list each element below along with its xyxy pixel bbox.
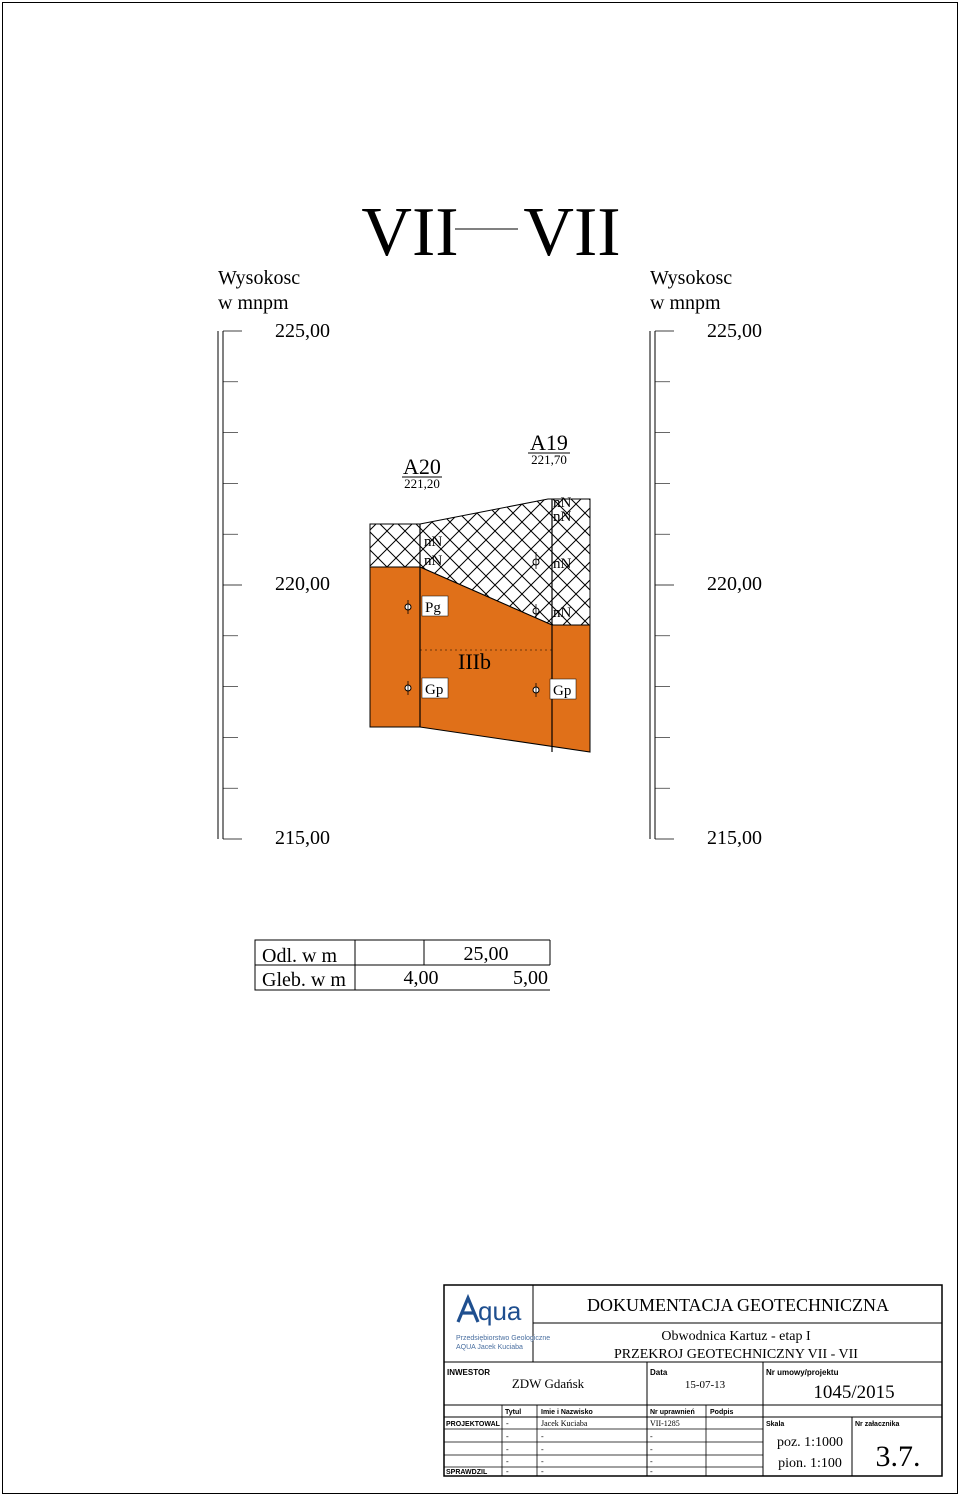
logo-text: qua (478, 1296, 522, 1326)
svg-text:-: - (541, 1457, 544, 1466)
scale-horizontal: poz. 1:1000 (776, 1435, 844, 1450)
a19-label-1: nN (553, 495, 572, 511)
svg-text:-: - (650, 1457, 653, 1466)
right-elevation-axis (650, 331, 674, 839)
stratum-label: IIIb (458, 649, 491, 674)
right-axis-top-label: 225,00 (707, 320, 762, 342)
aqua-logo (458, 1296, 522, 1326)
svg-text:-: - (541, 1445, 544, 1454)
contract-value: 1045/2015 (813, 1382, 895, 1403)
borehole-a19-name: A19 (530, 430, 568, 455)
a20-label-2: nN (424, 553, 443, 569)
svg-text:-: - (650, 1445, 653, 1454)
logo-line-2: AQUA Jacek Kuciaba (456, 1344, 523, 1351)
col-signature: Podpis (710, 1409, 734, 1416)
svg-text:-: - (506, 1467, 509, 1476)
col-title: Tytul (505, 1409, 522, 1416)
a20-label-4: Gp (425, 682, 444, 698)
a19-label-2: nN (553, 509, 572, 525)
depth-value-a20: 4,00 (403, 967, 439, 989)
borehole-a19-elevation: 221,70 (531, 452, 567, 467)
svg-text:-: - (541, 1467, 544, 1476)
svg-text:-: - (506, 1432, 509, 1441)
project-line-2: PRZEKROJ GEOTECHNICZNY VII - VII (614, 1347, 858, 1362)
left-elevation-axis (218, 331, 242, 839)
attachment-number: 3.7. (875, 1440, 921, 1473)
col-name: Imie i Nazwisko (541, 1409, 593, 1416)
contract-label: Nr umowy/projektu (766, 1368, 839, 1377)
depth-value-a19: 5,00 (513, 967, 548, 989)
right-axis-title-1: Wysokosc (650, 267, 733, 289)
investor-label: INWESTOR (447, 1368, 490, 1377)
logo-line-1: Przedsiębiorstwo Geologiczne (456, 1335, 551, 1342)
investor-value: ZDW Gdańsk (511, 1376, 585, 1391)
date-label: Data (650, 1368, 668, 1377)
right-axis-title-2: w mnpm (650, 292, 721, 314)
project-line-1: Obwodnica Kartuz - etap I (661, 1329, 811, 1344)
section-label-right: VII (523, 194, 621, 271)
svg-text:-: - (650, 1432, 653, 1441)
right-axis-bottom-label: 215,00 (707, 827, 762, 849)
row-checked: SPRAWDZIL (446, 1469, 488, 1476)
borehole-a20-elevation: 221,20 (404, 476, 440, 491)
a20-label-3: Pg (425, 600, 441, 616)
scale-vertical: pion. 1:100 (778, 1456, 842, 1471)
doc-title: DOKUMENTACJA GEOTECHNICZNA (586, 1295, 890, 1315)
a19-label-5: Gp (553, 683, 572, 699)
a19-label-3: nN (553, 556, 572, 572)
attachment-label: Nr załacznika (855, 1421, 900, 1428)
left-axis-mid-label: 220,00 (275, 573, 330, 595)
distance-value: 25,00 (463, 943, 509, 965)
left-axis-title-1: Wysokosc (218, 267, 301, 289)
left-axis-title-2: w mnpm (218, 292, 289, 314)
row-designed: PROJEKTOWAL (446, 1421, 500, 1428)
scale-label: Skala (766, 1421, 785, 1428)
col-license: Nr uprawnień (650, 1409, 695, 1416)
designer-title: - (506, 1419, 509, 1428)
svg-text:-: - (541, 1432, 544, 1441)
fill-layer-a20 (370, 524, 420, 567)
svg-text:-: - (506, 1457, 509, 1466)
left-axis-top-label: 225,00 (275, 320, 330, 342)
borehole-a20-name: A20 (403, 454, 441, 479)
distance-label: Odl. w m (262, 945, 337, 967)
a19-label-4: nN (553, 605, 572, 621)
svg-text:-: - (650, 1467, 653, 1476)
section-label-left: VII (361, 194, 459, 271)
right-axis-mid-label: 220,00 (707, 573, 762, 595)
date-value: 15-07-13 (684, 1379, 726, 1391)
svg-text:-: - (506, 1445, 509, 1454)
a20-label-1: nN (424, 534, 443, 550)
depth-label: Gleb. w m (262, 969, 346, 991)
empty-rows (506, 1432, 653, 1476)
designer-name: Jacek Kuciaba (541, 1419, 588, 1428)
left-axis-bottom-label: 215,00 (275, 827, 330, 849)
designer-license: VII-1285 (650, 1419, 680, 1428)
